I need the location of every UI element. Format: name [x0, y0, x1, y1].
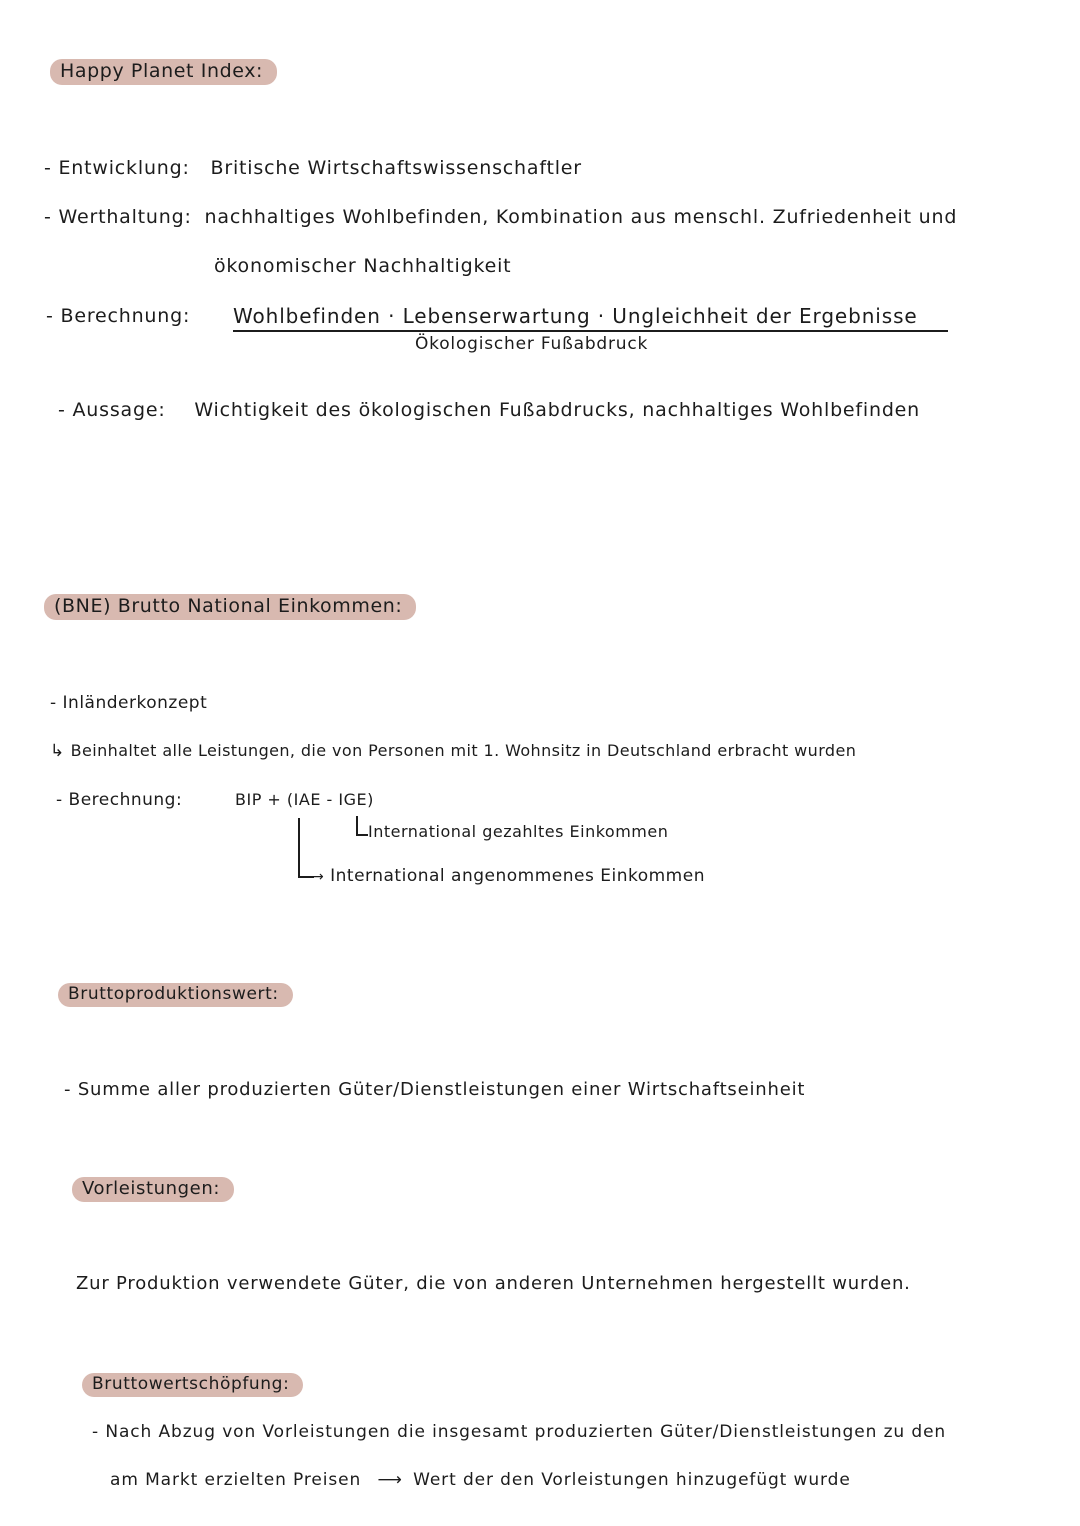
- bws-arrow-icon: ⟶: [377, 1470, 403, 1490]
- hpi-berechnung-label: - Berechnung:: [46, 305, 191, 327]
- bne-ige-text: International gezahltes Einkommen: [368, 822, 669, 841]
- hpi-aussage-text: Wichtigkeit des ökologischen Fußabdrucks, nachhaltiges Wohlbefinden: [194, 399, 921, 421]
- hpi-werthaltung-text: nachhaltiges Wohlbefinden, Kombination aus menschl. Zufriedenheit und: [204, 206, 958, 228]
- bpw-text: - Summe aller produzierten Güter/Dienstleistungen einer Wirtschaftseinheit: [64, 1079, 806, 1100]
- bws-text-2: [110, 1470, 851, 1490]
- heading-bne: (BNE) Brutto National Einkommen:: [44, 594, 416, 620]
- bne-ige-bracket: [356, 816, 358, 836]
- hpi-entwicklung-text: Britische Wirtschaftswissenschaftler: [210, 157, 582, 179]
- heading-bruttoproduktionswert: Bruttoproduktionswert:: [58, 983, 293, 1007]
- bne-ige: [368, 822, 668, 841]
- heading-vorleistungen: Vorleistungen:: [72, 1177, 234, 1202]
- hpi-werthaltung: [44, 206, 957, 228]
- heading-bruttowertschoepfung: Bruttowertschöpfung:: [82, 1373, 303, 1397]
- hpi-formula-denominator: Ökologischer Fußabdruck: [415, 334, 649, 354]
- bne-beinhaltet: [50, 741, 856, 761]
- bws-text-1: - Nach Abzug von Vorleistungen die insgesamt produzierten Güter/Dienstleistungen zu den: [92, 1422, 947, 1442]
- bne-iae-text: International angenommenes Einkommen: [330, 866, 705, 886]
- bne-inlaenderkonzept: - Inländerkonzept: [50, 693, 208, 713]
- bne-iae-bracket: [298, 818, 300, 876]
- heading-happy-planet-index: Happy Planet Index:: [50, 59, 277, 85]
- bne-beinhaltet-text: Beinhaltet alle Leistungen, die von Personen mit 1. Wohnsitz in Deutschland erbracht wurden: [70, 741, 857, 760]
- hpi-formula-numerator: Wohlbefinden · Lebenserwartung · Ungleichheit der Ergebnisse: [233, 304, 948, 332]
- hpi-werthaltung-text-2: ökonomischer Nachhaltigkeit: [214, 255, 512, 277]
- bne-iae: [312, 866, 705, 886]
- hpi-werthaltung-label: - Werthaltung:: [44, 206, 192, 228]
- bne-formula: BIP + (IAE - IGE): [235, 790, 374, 809]
- bws-text-2a: am Markt erzielten Preisen: [110, 1470, 362, 1490]
- bne-ige-bracket-foot: [356, 834, 368, 836]
- hpi-entwicklung: [44, 157, 582, 179]
- hpi-entwicklung-label: - Entwicklung:: [44, 157, 190, 179]
- hpi-aussage-label: - Aussage:: [58, 399, 166, 421]
- hpi-aussage: [58, 399, 920, 421]
- bne-iae-arrow-icon: →: [312, 869, 325, 885]
- bne-berechnung-label: - Berechnung:: [56, 790, 183, 810]
- bws-text-2b: Wert der den Vorleistungen hinzugefügt wurde: [413, 1470, 851, 1490]
- bne-beinhaltet-arrow-icon: ↳: [50, 741, 65, 761]
- vorleistungen-text: Zur Produktion verwendete Güter, die von anderen Unternehmen hergestellt wurden.: [76, 1273, 911, 1294]
